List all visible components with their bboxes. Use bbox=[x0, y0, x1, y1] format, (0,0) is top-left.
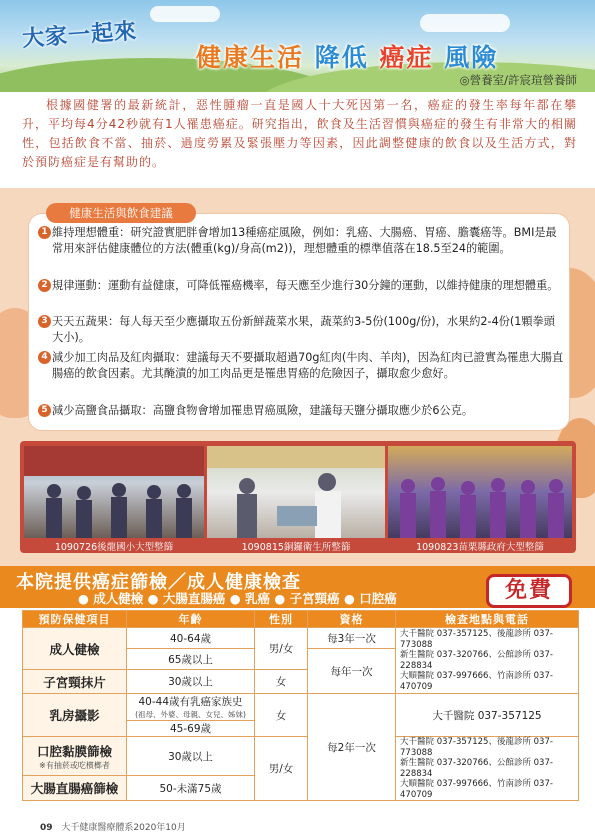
age-cell: 50-未滿75歲 bbox=[127, 776, 255, 801]
tip-text: 維持理想體重：研究證實肥胖會增加13種癌症風險，例如：乳癌、大腸癌、胃癌、膽囊癌等。BMI是最常用來評估健康體位的方法(體重(kg)/身高(m2))，理想體重的標準值落在18.5至24的範圍。 bbox=[52, 226, 557, 255]
number-badge: 3 bbox=[38, 315, 51, 328]
people-illustration bbox=[24, 446, 204, 538]
col-header: 檢查地點與電話 bbox=[396, 611, 579, 628]
eligibility-cell: 每年一次 bbox=[308, 649, 396, 694]
page-number: 09 bbox=[40, 823, 53, 833]
author-credit: ◎營養室/許宸瑄營養師 bbox=[459, 73, 577, 87]
age-text: 40-44歲有乳癌家族史 bbox=[138, 696, 243, 708]
age-cell: 45-69歲 bbox=[127, 721, 255, 737]
intro-paragraph: 根據國健署的最新統計，惡性腫瘤一直是國人十大死因第一名，癌症的發生率每年都在攀升，平均每4分42秒就有1人罹患癌症。研究指出，飲食及生活習慣與癌症的發生有非常大的相關性，包括飲食不當、抽菸、過度勞累及緊張壓力等因素，因此調整健康的飲食以及生活方式，對於預防癌症是有幫助的。 bbox=[22, 98, 577, 169]
screening-title: 本院提供癌症篩檢／成人健康檢查 bbox=[16, 572, 301, 593]
photo-caption: 1090815銅鑼衛生所整篩 bbox=[241, 542, 351, 553]
location-cell bbox=[396, 737, 579, 801]
item-adult: 成人健檢 bbox=[23, 628, 127, 670]
title-part: 健康生活 bbox=[196, 43, 305, 72]
tip-text: 天天五蔬果：每人每天至少應攝取五份新鮮蔬菜水果，蔬菜約3-5份(100g/份)，水果約2-4份(1顆拳頭大小)。 bbox=[52, 315, 555, 344]
title-part: 風險 bbox=[444, 43, 499, 72]
col-header: 預防保健項目 bbox=[23, 611, 127, 628]
sex-cell: 女 bbox=[255, 694, 308, 737]
tips-tab: 健康生活與飲食建議 bbox=[46, 203, 196, 223]
people-illustration bbox=[207, 446, 385, 538]
cloud bbox=[420, 14, 510, 32]
col-header: 性別 bbox=[255, 611, 308, 628]
table-header-row bbox=[23, 611, 579, 628]
screening-bullets: ● 成人健檢 ● 大腸直腸癌 ● 乳癌 ● 子宮頸癌 ● 口腔癌 bbox=[78, 591, 397, 606]
tip-text: 減少加工肉品及紅肉攝取：建議每天不要攝取超過70g紅肉(牛肉、羊肉)，因為紅肉已證實為罹患大腸直腸癌的飲食因素。尤其醃漬的加工肉品更是罹患胃癌的危險因子，攝取愈少愈好。 bbox=[52, 351, 564, 380]
tip-text: 規律運動：運動有益健康，可降低罹癌機率，每天應至少進行30分鐘的運動，以維持健康的理想體重。 bbox=[52, 279, 559, 292]
eligibility-cell: 每3年一次 bbox=[308, 628, 396, 649]
age-cell: 40-64歲 bbox=[127, 628, 255, 649]
table-row bbox=[23, 694, 579, 721]
cloud bbox=[150, 6, 220, 22]
location-line: 新生醫院 037-320766、公館診所 037-228834 bbox=[400, 650, 553, 671]
location-line: 大順醫院 037-997666、竹南診所 037-470709 bbox=[400, 671, 553, 692]
photo-caption: 1090726後龍國小大型整篩 bbox=[54, 542, 174, 553]
location-cell bbox=[396, 628, 579, 694]
sex-cell: 男/女 bbox=[255, 737, 308, 801]
sex-cell: 男/女 bbox=[255, 628, 308, 670]
free-badge: 免費 bbox=[486, 574, 572, 608]
number-badge: 1 bbox=[38, 226, 51, 239]
people-illustration bbox=[388, 446, 572, 538]
location-cell: 大千醫院 037-357125 bbox=[396, 694, 579, 737]
number-badge: 2 bbox=[38, 279, 51, 292]
item-note: ※有抽菸或吃檳榔者 bbox=[39, 760, 110, 770]
tip-text: 減少高鹽食品攝取：高鹽食物會增加罹患胃癌風險，建議每天鹽分攝取應少於6公克。 bbox=[52, 404, 474, 417]
photo-caption: 1090823苗栗縣政府大型整篩 bbox=[416, 542, 544, 553]
tip-item bbox=[38, 314, 564, 345]
age-cell: 30歲以上 bbox=[127, 737, 255, 776]
sex-cell: 女 bbox=[255, 670, 308, 694]
age-cell bbox=[127, 694, 255, 721]
table-row bbox=[23, 737, 579, 776]
event-photo bbox=[388, 446, 572, 538]
table-row bbox=[23, 628, 579, 649]
item-colon: 大腸直腸癌篩檢 bbox=[23, 776, 127, 801]
location-line: 新生醫院 037-320766、公館診所 037-228834 bbox=[400, 758, 553, 779]
tip-item bbox=[38, 225, 564, 256]
number-badge: 5 bbox=[38, 404, 51, 417]
tip-item bbox=[38, 278, 564, 294]
title-part: 癌症 bbox=[379, 43, 434, 72]
item-breast: 乳房攝影 bbox=[23, 694, 127, 737]
col-header: 年齡 bbox=[127, 611, 255, 628]
number-badge: 4 bbox=[38, 351, 51, 364]
col-header: 資格 bbox=[308, 611, 396, 628]
event-photo bbox=[24, 446, 204, 538]
tip-item bbox=[38, 403, 564, 419]
event-photo bbox=[207, 446, 385, 538]
tip-item bbox=[38, 350, 564, 381]
footer-text: 大千健康醫療體系2020年10月 bbox=[61, 823, 186, 833]
item-label: 口腔黏膜篩檢 bbox=[36, 743, 112, 759]
family-note: (祖母、外婆、母親、女兒、姊妹) bbox=[135, 710, 246, 719]
location-line: 大千醫院 037-357125、後龍診所 037-773088 bbox=[400, 737, 553, 758]
item-pap: 子宮頸抹片 bbox=[23, 670, 127, 694]
screening-table bbox=[22, 610, 579, 801]
page-footer bbox=[40, 820, 186, 833]
title-part: 降低 bbox=[314, 43, 369, 72]
item-oral bbox=[23, 737, 127, 776]
eligibility-cell: 每2年一次 bbox=[308, 694, 396, 801]
age-cell: 65歲以上 bbox=[127, 649, 255, 670]
brand-title: 大家一起來 bbox=[21, 19, 138, 52]
location-line: 大順醫院 037-997666、竹南診所 037-470709 bbox=[400, 779, 553, 800]
location-line: 大千醫院 037-357125、後龍診所 037-773088 bbox=[400, 629, 553, 650]
main-title bbox=[196, 38, 498, 74]
age-cell: 30歲以上 bbox=[127, 670, 255, 694]
